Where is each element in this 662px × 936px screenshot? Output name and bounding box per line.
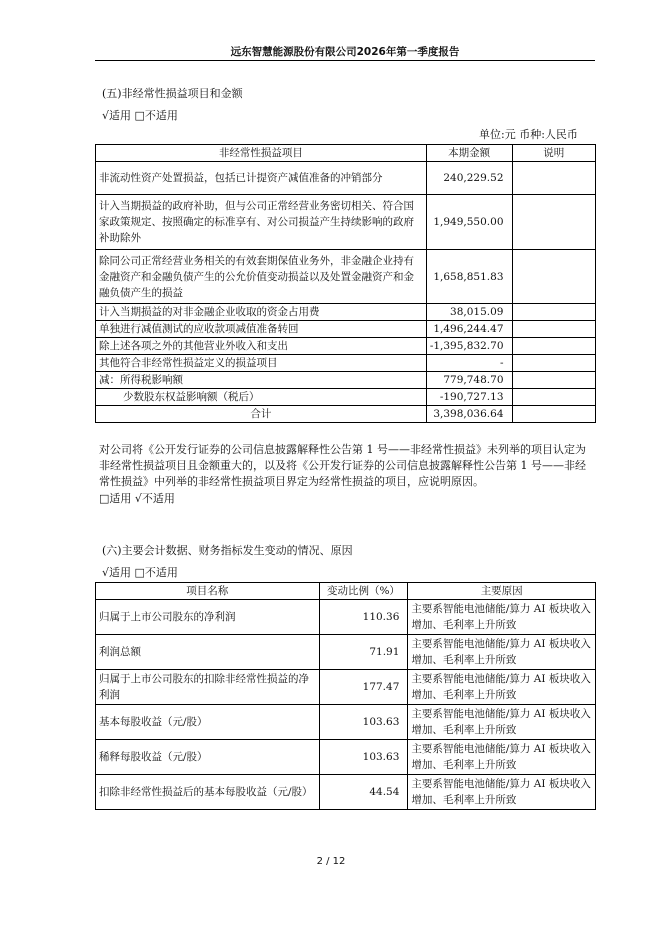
- ratio-cell: 177.47: [319, 670, 408, 705]
- table-row: [96, 338, 596, 355]
- item-cell: 非流动性资产处置损益，包括已计提资产减值准备的冲销部分: [96, 162, 427, 195]
- amount-cell: -: [426, 355, 512, 372]
- table-row: [96, 195, 596, 250]
- note-cell: [512, 162, 596, 195]
- amount-cell: -190,727.13: [426, 389, 512, 406]
- column-header: 非经常性损益项目: [96, 145, 427, 162]
- note-cell: [512, 355, 596, 372]
- nonrecurring-table: [95, 144, 596, 423]
- table-row: [96, 635, 596, 670]
- reason-cell: 主要系智能电池储能/算力 AI 板块收入增加、毛利率上升所致: [408, 775, 596, 810]
- ratio-cell: 110.36: [319, 600, 408, 635]
- note-cell: [512, 389, 596, 406]
- table-header-row: [96, 583, 596, 600]
- section5-applicable2: □适用 √不适用: [99, 492, 175, 505]
- table-row: [96, 304, 596, 321]
- column-header: 本期金额: [426, 145, 512, 162]
- total-amount-cell: 3,398,036.64: [426, 406, 512, 423]
- column-header: 变动比例（%）: [319, 583, 408, 600]
- reason-cell: 主要系智能电池储能/算力 AI 板块收入增加、毛利率上升所致: [408, 600, 596, 635]
- amount-cell: -1,395,832.70: [426, 338, 512, 355]
- table-total-row: [96, 406, 596, 423]
- item-cell: 除上述各项之外的其他营业外收入和支出: [96, 338, 427, 355]
- explanation-paragraph: 对公司将《公开发行证券的公司信息披露解释性公告第 1 号——非经常性损益》未列举的项目认定为非经常性损益项目且金额重大的，以及将《公开发行证券的公司信息披露解释性公告第 1 号——非经常性损益》中列举的非经常性损益项目界定为经常性损益的项目，应说明原因。: [99, 443, 586, 488]
- reason-cell: 主要系智能电池储能/算力 AI 板块收入增加、毛利率上升所致: [408, 670, 596, 705]
- amount-cell: 1,949,550.00: [426, 195, 512, 250]
- note-cell: [512, 338, 596, 355]
- note-cell: [512, 372, 596, 389]
- note-cell: [512, 321, 596, 338]
- note-cell: [512, 250, 596, 304]
- table-row: [96, 321, 596, 338]
- total-label-cell: 合计: [96, 406, 427, 423]
- amount-cell: 38,015.09: [426, 304, 512, 321]
- item-cell: 其他符合非经常性损益定义的损益项目: [96, 355, 427, 372]
- reason-cell: 主要系智能电池储能/算力 AI 板块收入增加、毛利率上升所致: [408, 740, 596, 775]
- section6-heading: (六)主要会计数据、财务指标发生变动的情况、原因: [102, 544, 353, 557]
- page-number: 2 / 12: [316, 856, 346, 867]
- item-cell: 稀释每股收益（元/股）: [96, 740, 320, 775]
- item-cell: 利润总额: [96, 635, 320, 670]
- item-cell: 扣除非经常性损益后的基本每股收益（元/股）: [96, 775, 320, 810]
- section5-applicable: √适用 □不适用: [102, 109, 178, 122]
- table-row: [96, 162, 596, 195]
- amount-cell: 240,229.52: [426, 162, 512, 195]
- table-row: [96, 355, 596, 372]
- section5-unit: 单位:元 币种:人民币: [479, 128, 578, 141]
- item-cell: 归属于上市公司股东的净利润: [96, 600, 320, 635]
- amount-cell: 779,748.70: [426, 372, 512, 389]
- amount-cell: 1,496,244.47: [426, 321, 512, 338]
- section6-applicable: √适用 □不适用: [102, 566, 178, 579]
- table-row: [96, 372, 596, 389]
- table-row: [96, 670, 596, 705]
- ratio-cell: 103.63: [319, 705, 408, 740]
- header-divider: [95, 60, 595, 61]
- changes-table: [95, 582, 596, 810]
- ratio-cell: 103.63: [319, 740, 408, 775]
- item-cell: 计入当期损益的对非金融企业收取的资金占用费: [96, 304, 427, 321]
- ratio-cell: 44.54: [319, 775, 408, 810]
- item-cell: 归属于上市公司股东的扣除非经常性损益的净利润: [96, 670, 320, 705]
- column-header: 说明: [512, 145, 596, 162]
- item-cell: 除同公司正常经营业务相关的有效套期保值业务外，非金融企业持有金融资产和金融负债产生的公允价值变动损益以及处置金融资产和金融负债产生的损益: [96, 250, 427, 304]
- reason-cell: 主要系智能电池储能/算力 AI 板块收入增加、毛利率上升所致: [408, 705, 596, 740]
- section5-heading: (五)非经常性损益项目和金额: [102, 87, 243, 100]
- table-row: [96, 705, 596, 740]
- table-header-row: [96, 145, 596, 162]
- item-cell: 计入当期损益的政府补助，但与公司正常经营业务密切相关、符合国家政策规定、按照确定的标准享有、对公司损益产生持续影响的政府补助除外: [96, 195, 427, 250]
- reason-cell: 主要系智能电池储能/算力 AI 板块收入增加、毛利率上升所致: [408, 635, 596, 670]
- table-row: [96, 600, 596, 635]
- note-cell: [512, 195, 596, 250]
- column-header: 主要原因: [408, 583, 596, 600]
- note-cell: [512, 304, 596, 321]
- amount-cell: 1,658,851.83: [426, 250, 512, 304]
- table-row: [96, 250, 596, 304]
- table-row: [96, 389, 596, 406]
- item-cell: 减：所得税影响额: [96, 372, 427, 389]
- item-cell: 单独进行减值测试的应收款项减值准备转回: [96, 321, 427, 338]
- column-header: 项目名称: [96, 583, 320, 600]
- ratio-cell: 71.91: [319, 635, 408, 670]
- table-row: [96, 740, 596, 775]
- item-cell: 少数股东权益影响额（税后）: [96, 389, 427, 406]
- table-row: [96, 775, 596, 810]
- page-header: 远东智慧能源股份有限公司2026年第一季度报告: [230, 46, 460, 58]
- item-cell: 基本每股收益（元/股）: [96, 705, 320, 740]
- note-cell: [512, 406, 596, 423]
